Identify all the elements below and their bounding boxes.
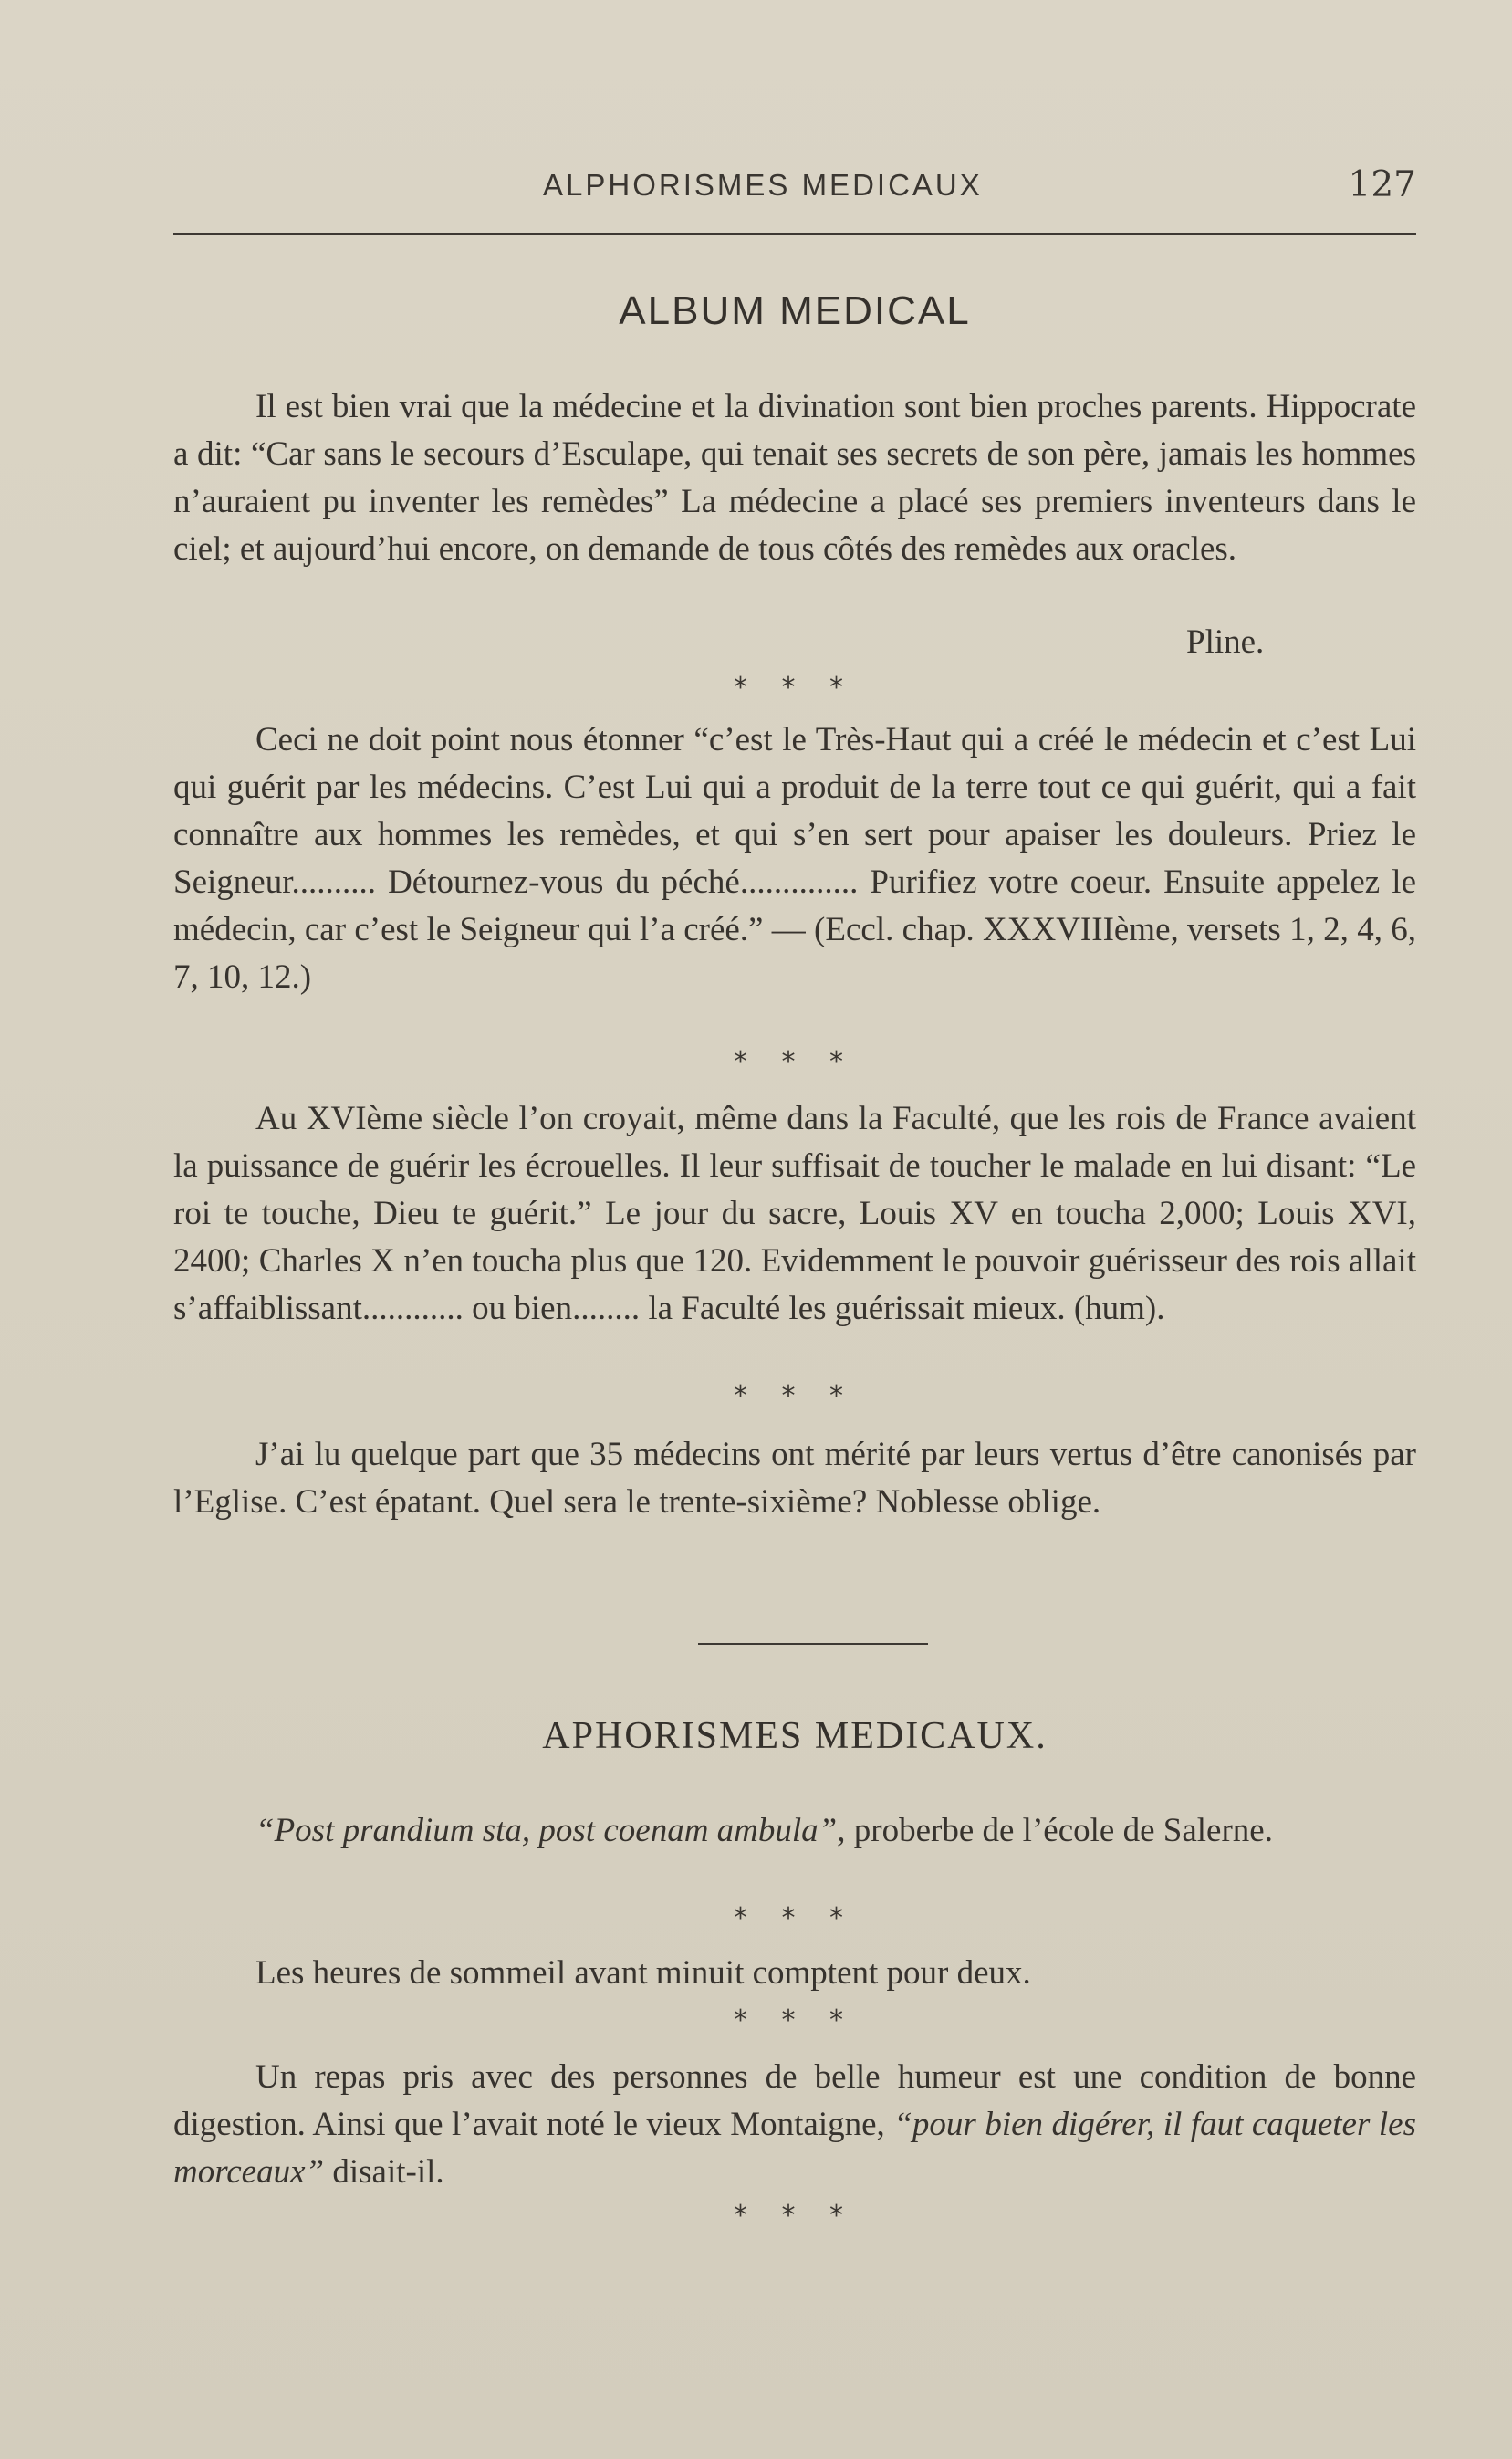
- album-paragraph-3: [173, 1095, 1416, 1333]
- aphorism-3-text: Un repas pris avec des personnes de belle humeur est une condition de bonne digestion. Ainsi que l’avait noté le vieux Montaigne,: [173, 2058, 1416, 2143]
- section-divider: [698, 1643, 928, 1645]
- separator-stars: * * *: [733, 1380, 857, 1412]
- separator-stars: * * *: [733, 672, 857, 704]
- aphorism-3: [173, 2054, 1416, 2196]
- aphorism-3-quote: “pour bien digérer, il faut caqueter les morceaux”: [173, 2106, 1417, 2191]
- aphorism-3-end: disait-il.: [324, 2153, 444, 2191]
- separator-stars: * * *: [733, 2200, 857, 2232]
- album-paragraph-4-text: J’ai lu quelque part que 35 médecins ont mérité par leurs vertus d’être canonisés par l’Eglise. C’est épatant. Quel sera le trente-sixième? Noblesse oblige.: [173, 1436, 1416, 1521]
- header-rule: [173, 233, 1416, 235]
- separator-stars: * * *: [733, 2004, 857, 2036]
- running-head: [173, 164, 1416, 214]
- separator-stars: * * *: [733, 1046, 857, 1078]
- album-title: ALBUM MEDICAL: [619, 288, 971, 333]
- aphorism-2-text: Les heures de sommeil avant minuit comptent pour deux.: [255, 1954, 1031, 1992]
- page-number: 127: [1348, 164, 1416, 205]
- aphorismes-title: APHORISMES MEDICAUX.: [542, 1715, 1048, 1757]
- aphorism-1-text: proberbe de l’école de Salerne.: [845, 1812, 1273, 1849]
- album-paragraph-1-text: Il est bien vrai que la médecine et la divination sont bien proches parents. Hippocrate a dit: “Car sans le secours d’Esculape, qui tenait ses secrets de son père, jamais les hommes n’auraient pu inventer les remèdes” La médecine a placé ses premiers inventeurs dans le ciel; et aujourd’hui encore, on demande de tous côtés des remèdes aux oracles.: [173, 388, 1416, 568]
- album-paragraph-4: [173, 1431, 1416, 1526]
- album-paragraph-2-text: Ceci ne doit point nous étonner “c’est le Très-Haut qui a créé le médecin et c’est Lui qui guérit par les médecins. C’est Lui qui a produit de la terre tout ce qui guérit, qui a fait connaître aux hommes les remèdes, et qui s’en sert pour apaiser les douleurs. Priez le Seigneur.......... Détournez-vous du péché.............. Purifiez votre coeur. Ensuite appelez le médecin, car c’est le Seigneur qui l’a créé.” — (Eccl. chap. XXXVIIIème, versets 1, 2, 4, 6, 7, 10, 12.): [173, 721, 1416, 996]
- aphorism-2: [173, 1950, 1416, 1997]
- attribution-pline: Pline.: [1186, 623, 1265, 661]
- album-paragraph-2: [173, 717, 1416, 1001]
- album-paragraph-1: [173, 383, 1416, 573]
- aphorism-1: [173, 1807, 1416, 1855]
- album-paragraph-3-text: Au XVIème siècle l’on croyait, même dans la Faculté, que les rois de France avaient la puissance de guérir les écrouelles. Il leur suffisait de toucher le malade en lui disant: “Le roi te touche, Dieu te guérit.” Le jour du sacre, Louis XV en toucha 2,000; Louis XVI, 2400; Charles X n’en toucha plus que 120. Evidemment le pouvoir guérisseur des rois allait s’affaiblissant............ ou bien........ la Faculté les guérissait mieux. (hum).: [173, 1100, 1416, 1327]
- running-title: ALPHORISMES MEDICAUX: [543, 168, 983, 202]
- aphorism-1-latin: “Post prandium sta, post coenam ambula”,: [255, 1812, 846, 1849]
- separator-stars: * * *: [733, 1902, 857, 1934]
